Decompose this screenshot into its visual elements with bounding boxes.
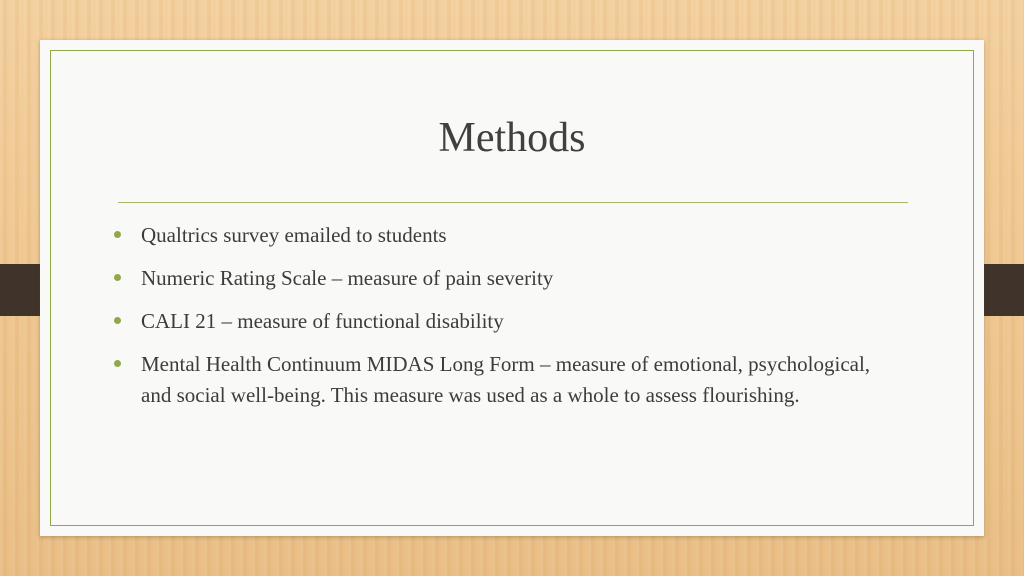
bullet-item [114, 263, 894, 294]
bullet-text: Mental Health Continuum MIDAS Long Form – measure of emotional, psychological, and social well-being. This measure was used as a whole to assess flourishing. [141, 352, 871, 407]
bullet-item [114, 306, 894, 337]
bullet-text: Qualtrics survey emailed to students [141, 223, 447, 247]
bullet-list [114, 220, 894, 423]
slide-title: Methods [438, 115, 586, 161]
bullet-icon [114, 360, 121, 367]
bullet-icon [114, 274, 121, 281]
slide [40, 40, 984, 536]
bullet-text: Numeric Rating Scale – measure of pain severity [141, 266, 554, 290]
title-divider [118, 202, 908, 203]
bullet-icon [114, 317, 121, 324]
bullet-item [114, 349, 894, 411]
bullet-text: CALI 21 – measure of functional disability [141, 309, 504, 333]
bullet-icon [114, 231, 121, 238]
bullet-item [114, 220, 894, 251]
